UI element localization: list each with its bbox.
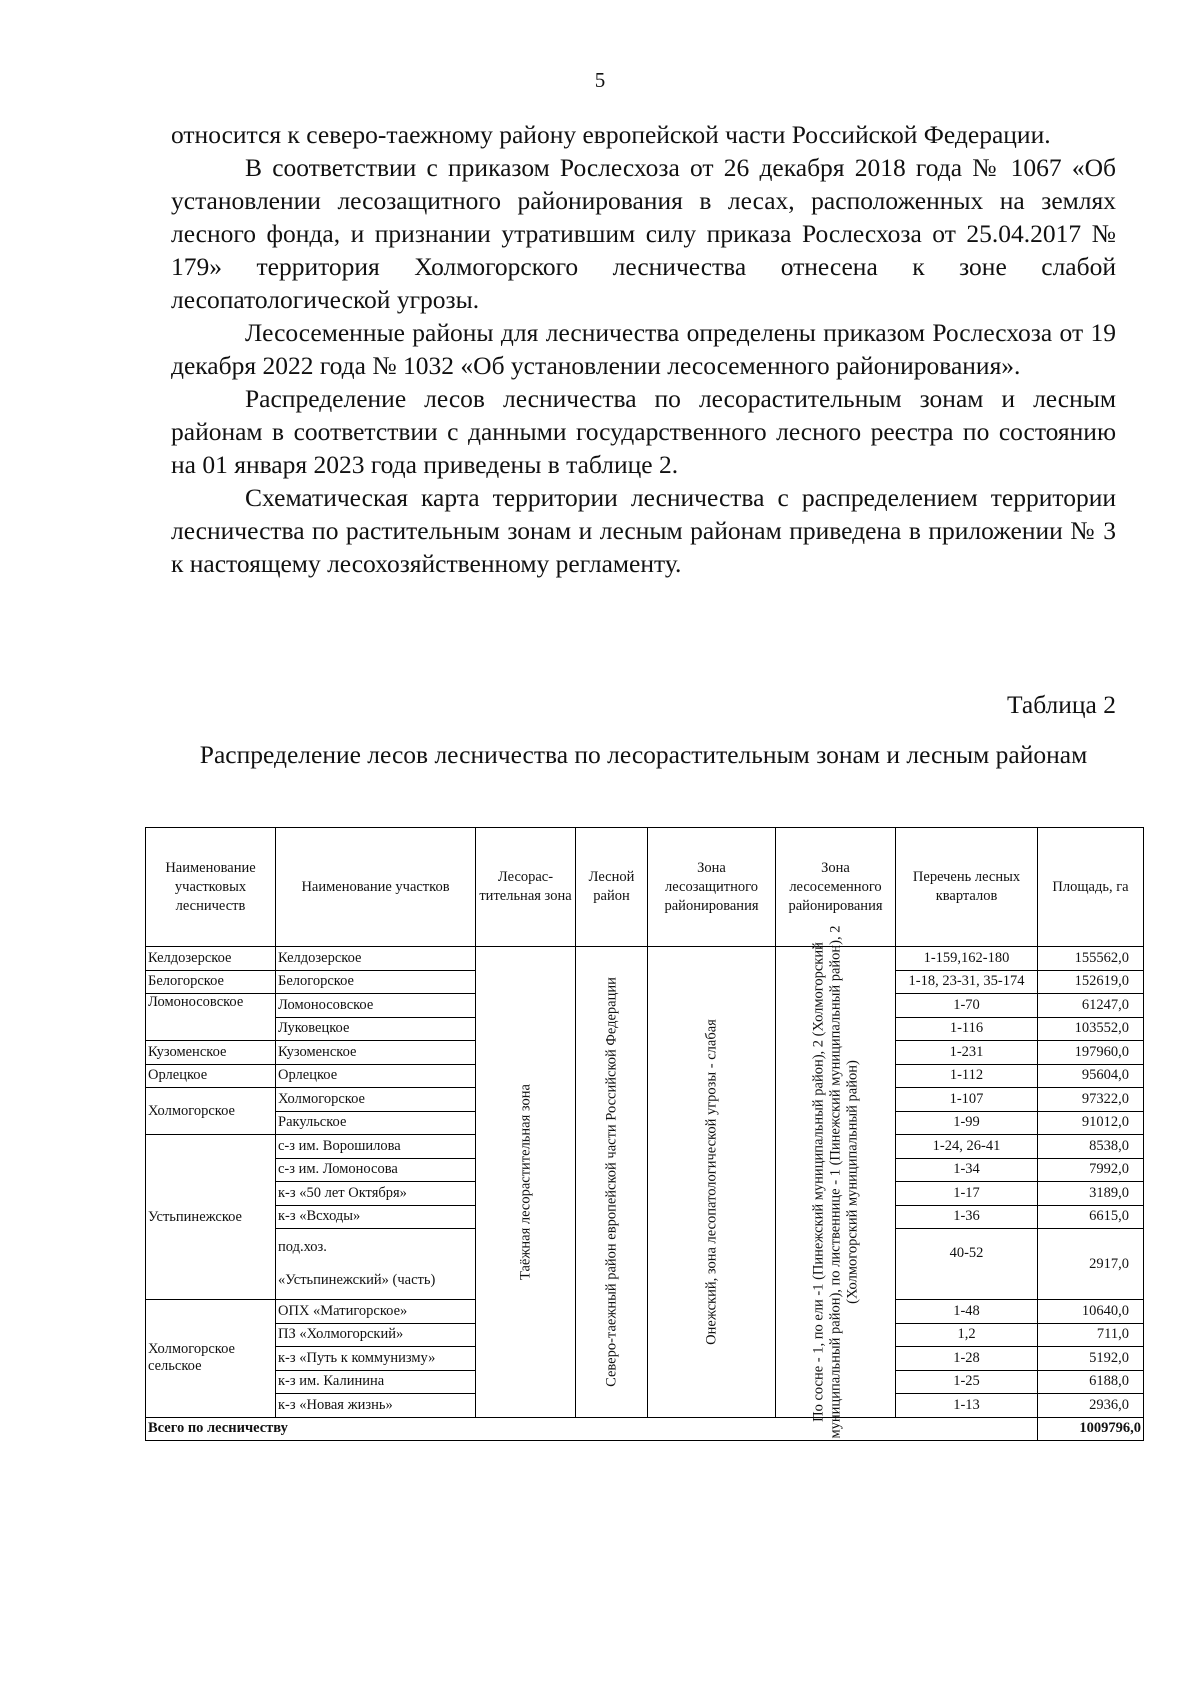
- veg-zone-text: Таёжная лесорастительная зона: [517, 1083, 533, 1280]
- area-ha: 61247,0: [1038, 994, 1144, 1018]
- area-ha: 155562,0: [1038, 947, 1144, 971]
- area-name: к-з «Всходы»: [276, 1205, 476, 1229]
- area-ha: 5192,0: [1038, 1347, 1144, 1371]
- forest-district-text: Северо-таежный район европейской части Российской Федерации: [603, 976, 619, 1387]
- area-name: Холмогорское: [276, 1088, 476, 1112]
- quarters: 1,2: [896, 1323, 1038, 1347]
- quarters: 1-159,162-180: [896, 947, 1038, 971]
- veg-zone-cell: [476, 947, 576, 1418]
- area-ha: 2917,0: [1038, 1229, 1144, 1300]
- header-quarters: Перечень лесных кварталов: [896, 828, 1038, 947]
- quarters: 1-99: [896, 1111, 1038, 1135]
- header-veg-zone: Лесорас-тительная зона: [476, 828, 576, 947]
- area-name: Белогорское: [276, 970, 476, 994]
- area-ha: 8538,0: [1038, 1135, 1144, 1159]
- seed-zone-text: По сосне - 1, по ели -1 (Пинежский муниципальный район), 2 (Холмогорский муниципальный район), по лиственнице - 1 (Пинежский муниципальный район), 2 (Холмогорский муниципальный район): [810, 925, 860, 1439]
- area-name: ОПХ «Матигорское»: [276, 1300, 476, 1324]
- table-label: Таблица 2: [1006, 690, 1116, 719]
- quarters: 1-48: [896, 1300, 1038, 1324]
- forest-distribution-table: [145, 827, 1144, 1441]
- seed-zone-cell: [776, 925, 896, 1439]
- protection-zone-text: Онежский, зона лесопатологической угрозы - слабая: [703, 1018, 719, 1345]
- forestry-name: Кузоменское: [146, 1041, 276, 1065]
- table-header-row: [146, 828, 1144, 947]
- area-name: ПЗ «Холмогорский»: [276, 1323, 476, 1347]
- area-ha: 103552,0: [1038, 1017, 1144, 1041]
- area-name: Ракульское: [276, 1111, 476, 1135]
- forestry-name: Холмогорское сельское: [146, 1300, 276, 1418]
- paragraph: Схематическая карта территории лесничества с распределением территории лесничества по растительным зонам и лесным районам приведена в приложении № 3 к настоящему лесохозяйственному регламенту.: [171, 483, 1116, 578]
- page-number: 5: [594, 68, 606, 92]
- area-name: к-з «Путь к коммунизму»: [276, 1347, 476, 1371]
- header-area: Наименование участков: [276, 828, 476, 947]
- area-name: [276, 1229, 476, 1300]
- area-name: Луковецкое: [276, 1017, 476, 1041]
- header-area-ha: Площадь, га: [1038, 828, 1144, 947]
- forestry-name: Холмогорское: [146, 1088, 276, 1135]
- quarters: 1-36: [896, 1205, 1038, 1229]
- quarters: 1-18, 23-31, 35-174: [896, 970, 1038, 994]
- area-name: Келдозерское: [276, 947, 476, 971]
- table-row: [146, 947, 1144, 971]
- forestry-name: Орлецкое: [146, 1064, 276, 1088]
- area-name: к-з им. Калинина: [276, 1370, 476, 1394]
- area-name: Ломоносовское: [276, 994, 476, 1018]
- paragraph: Лесосеменные районы для лесничества определены приказом Рослесхоза от 19 декабря 2022 года № 1032 «Об установлении лесосеменного районирования».: [171, 318, 1116, 380]
- quarters: 1-28: [896, 1347, 1038, 1371]
- quarters: 1-116: [896, 1017, 1038, 1041]
- quarters: 1-24, 26-41: [896, 1135, 1038, 1159]
- paragraph: относится к северо-таежному району европейской части Российской Федерации.: [171, 120, 1051, 149]
- quarters: 40-52: [896, 1229, 1038, 1300]
- quarters: 1-107: [896, 1088, 1038, 1112]
- area-ha: 10640,0: [1038, 1300, 1144, 1324]
- total-row: [146, 1417, 1144, 1441]
- forestry-name: Устьпинежское: [146, 1135, 276, 1300]
- quarters: 1-17: [896, 1182, 1038, 1206]
- body-text: [171, 118, 1116, 580]
- area-ha: 91012,0: [1038, 1111, 1144, 1135]
- quarters: 1-25: [896, 1370, 1038, 1394]
- area-name: с-з им. Ворошилова: [276, 1135, 476, 1159]
- forestry-name: Ломоносовское: [146, 994, 276, 1041]
- area-ha: 7992,0: [1038, 1158, 1144, 1182]
- total-label: Всего по лесничеству: [146, 1417, 1038, 1441]
- area-name: Кузоменское: [276, 1041, 476, 1065]
- area-ha: 152619,0: [1038, 970, 1144, 994]
- forestry-name: Келдозерское: [146, 947, 276, 971]
- quarters: 1-13: [896, 1394, 1038, 1418]
- quarters: 1-112: [896, 1064, 1038, 1088]
- header-forest-district: Лесной район: [576, 828, 648, 947]
- area-name: к-з «Новая жизнь»: [276, 1394, 476, 1418]
- area-name-line1: под.хоз.: [278, 1239, 327, 1255]
- area-ha: 6188,0: [1038, 1370, 1144, 1394]
- area-ha: 97322,0: [1038, 1088, 1144, 1112]
- area-name: к-з «50 лет Октября»: [276, 1182, 476, 1206]
- area-ha: 711,0: [1038, 1323, 1144, 1347]
- area-name-line2: «Устьпинежский» (часть): [278, 1272, 436, 1288]
- forestry-name: Белогорское: [146, 970, 276, 994]
- quarters: 1-70: [896, 994, 1038, 1018]
- area-ha: 2936,0: [1038, 1394, 1144, 1418]
- area-ha: 6615,0: [1038, 1205, 1144, 1229]
- header-forestry: Наименование участковых лесничеств: [146, 828, 276, 947]
- table-title: Распределение лесов лесничества по лесорастительным зонам и лесным районам: [199, 740, 1088, 769]
- quarters: 1-34: [896, 1158, 1038, 1182]
- area-name: с-з им. Ломоносова: [276, 1158, 476, 1182]
- paragraph: Распределение лесов лесничества по лесорастительным зонам и лесным районам в соответствии с данными государственного лесного реестра по состоянию на 01 января 2023 года приведены в таблице 2.: [171, 384, 1116, 479]
- header-protection-zone: Зона лесозащитного районирования: [648, 828, 776, 947]
- area-ha: 197960,0: [1038, 1041, 1144, 1065]
- total-area-ha: 1009796,0: [1038, 1417, 1144, 1441]
- paragraph: В соответствии с приказом Рослесхоза от 26 декабря 2018 года № 1067 «Об установлении лесозащитного районирования в лесах, расположенных на землях лесного фонда, и признании утратившим силу приказа Рослесхоза от 25.04.2017 № 179» территория Холмогорского лесничества отнесена к зоне слабой лесопатологической угрозы.: [171, 153, 1116, 314]
- forest-district-cell: [576, 947, 648, 1418]
- area-name: Орлецкое: [276, 1064, 476, 1088]
- area-ha: 95604,0: [1038, 1064, 1144, 1088]
- protection-zone-cell: [648, 947, 776, 1418]
- header-seed-zone: Зона лесосеменного районирования: [776, 828, 896, 947]
- area-ha: 3189,0: [1038, 1182, 1144, 1206]
- quarters: 1-231: [896, 1041, 1038, 1065]
